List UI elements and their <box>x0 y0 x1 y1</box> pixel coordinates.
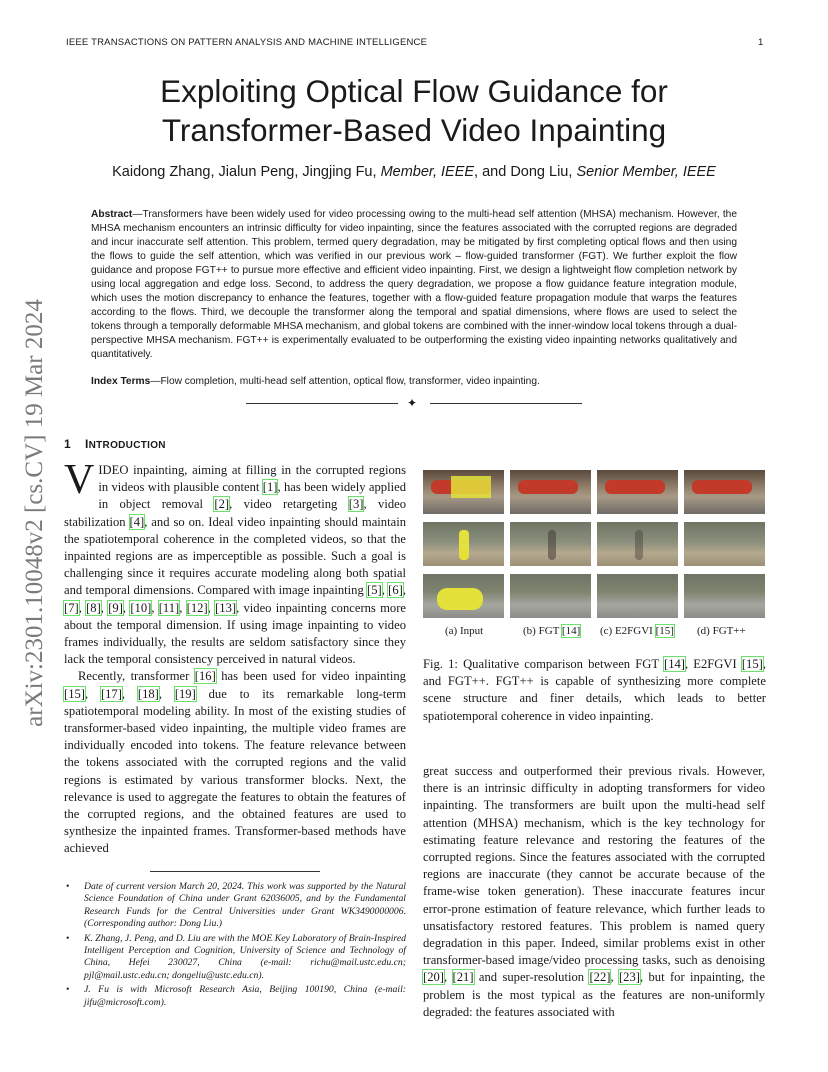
citation-link[interactable]: [14] <box>561 625 581 637</box>
citation-link[interactable]: [21] <box>452 970 474 985</box>
thumb-fgt-row3 <box>510 574 591 618</box>
thumb-input-row1 <box>423 470 504 514</box>
arxiv-id: arXiv:2301.10048v2 [cs.CV] 19 Mar 2024 <box>21 299 48 727</box>
drop-cap: V <box>64 457 95 503</box>
citation-link[interactable]: [14] <box>664 657 685 671</box>
citation-link[interactable]: [15] <box>64 686 85 701</box>
mask-overlay <box>451 476 491 498</box>
thumb-fgt-row2 <box>510 522 591 566</box>
arxiv-stamp <box>23 283 47 743</box>
citation-link[interactable]: [22] <box>589 970 611 985</box>
footnote-item: • Date of current version March 20, 2024. This work was supported by the Natural Science Foundation of China under Grant 62036005, and by the Fundamental Research Funds for the Central Universities under Grant WK3490000006. (Corresponding author: Dong Liu.) <box>66 881 406 931</box>
mask-overlay <box>437 588 483 610</box>
intro-paragraph-1: VIDEO inpainting, aiming at filling in the corrupted regions in videos with plausible content [1], has been widely applied in object removal [2], video retargeting [3], video stabilization [4], and so on. Ideal video inpainting should maintain the spatiotemporal coherence in the completed videos, so that the inpainted regions are as imperceptible as possible. Such a goal is challenging since it requires accurate modeling along both spatial and temporal dimensions. Compared with image inpainting [5], [6], [7], [8], [9], [10], [11], [12], [13], video inpainting concerns more about the temporal dimension. If using image inpainting to video frames individually, the results are seldom satisfactory since they lack the temporal consistency perceived in natural videos. <box>64 457 407 667</box>
journal-header: IEEE TRANSACTIONS ON PATTERN ANALYSIS AND MACHINE INTELLIGENCE <box>66 37 428 48</box>
intro-right-column <box>423 763 765 1021</box>
abstract-text: —Transformers have been widely used for video processing owing to the multi-head self attention (MHSA) mechanism. However, the MHSA mechanism encounters an intrinsic difficulty for video inpainting, since the features associated with the corrupted regions are degraded and incur inaccurate self attention. This problem, termed query degradation, may be mitigated by first completing optical flows and then using the flows to guide the self attention, which was verified in our previous work – flow-guided transformer (FGT). We further exploit the flow guidance and propose FGT++ to pursue more effective and efficient video inpainting. First, we design a lightweight flow completion network by using local aggregation and edge loss. Second, to address the query degradation, we propose a flow guidance feature integration module, which uses the motion discrepancy to enhance the features, together with a flow-guided feature propagation module that warps the features according to the flows. Third, we decouple the transformer along the temporal and spatial dimensions, where flows are used to select the tokens through a temporally deformable MHSA mechanism, and global tokens are combined with the inner-window local tokens through a dual-perspective MHSA mechanism. FGT++ is experimentally evaluated to be outperforming the existing video inpainting networks qualitatively and quantitatively. <box>91 209 737 360</box>
footnote-item: • J. Fu is with Microsoft Research Asia, Beijing 100190, China (e-mail: jifu@microsoft.com). <box>66 984 406 1009</box>
thumb-e2fgvi-row2 <box>597 522 678 566</box>
citation-link[interactable]: [1] <box>262 480 278 495</box>
abstract-label: Abstract <box>91 209 133 220</box>
section-number: 1 <box>64 437 71 451</box>
lead-word: IDEO <box>98 463 129 477</box>
page-number: 1 <box>758 37 764 48</box>
paper-title <box>60 72 768 150</box>
divider-right <box>430 403 582 404</box>
citation-link[interactable]: [19] <box>174 686 196 701</box>
citation-link[interactable]: [5] <box>367 583 382 598</box>
section-title-initial: I <box>84 437 89 451</box>
authors-part-1: Kaidong Zhang, Jialun Peng, Jingjing Fu, <box>112 164 381 180</box>
thumb-input-row2 <box>423 522 504 566</box>
citation-link[interactable]: [12] <box>186 600 208 615</box>
footnote-rule <box>150 871 320 872</box>
citation-link[interactable]: [10] <box>130 600 152 615</box>
thumb-input-row3 <box>423 574 504 618</box>
thumb-e2fgvi-row1 <box>597 470 678 514</box>
citation-link[interactable]: [4] <box>129 514 145 529</box>
citation-link[interactable]: [15] <box>655 625 674 637</box>
footnote-item: • K. Zhang, J. Peng, and D. Liu are with the MOE Key Laboratory of Brain-Inspired Intelligent Perception and Cognition, University of Science and Technology of China, Hefei 230027, China (e-mail: richu@mail.ustc.edu.cn; pjl@mail.ustc.edu.cn; dongeliu@ustc.edu.cn). <box>66 933 406 983</box>
subcaption-fgtpp: (d) FGT++ <box>697 625 746 637</box>
citation-link[interactable]: [17] <box>100 686 122 701</box>
thumb-fgtpp-row3 <box>684 574 765 618</box>
authors-role-2: Senior Member, IEEE <box>576 164 716 180</box>
section-heading <box>64 437 166 451</box>
intro-left-column <box>64 457 407 858</box>
citation-link[interactable]: [9] <box>108 600 123 615</box>
citation-link[interactable]: [2] <box>214 497 230 512</box>
footnotes <box>66 881 406 1011</box>
authors-role-1: Member, IEEE <box>380 164 475 180</box>
citation-link[interactable]: [11] <box>158 600 180 615</box>
subcaption-e2fgvi: (c) E2FGVI [15] <box>600 625 674 637</box>
subcaption-fgt: (b) FGT [14] <box>523 625 581 637</box>
index-terms <box>91 376 737 387</box>
section-title-rest: NTRODUCTION <box>88 440 166 451</box>
figure-1-grid <box>423 470 766 610</box>
thumb-fgtpp-row2 <box>684 522 765 566</box>
citation-link[interactable]: [8] <box>86 600 101 615</box>
citation-link[interactable]: [18] <box>137 686 159 701</box>
citation-link[interactable]: [7] <box>64 600 79 615</box>
citation-link[interactable]: [3] <box>348 497 364 512</box>
thumb-e2fgvi-row3 <box>597 574 678 618</box>
intro-paragraph-3: great success and outperformed their previous rivals. However, there is an intrinsic difficulty in adopting transformers for video inpainting. The transformers are built upon the multi-head self attention (MHSA) mechanism, which is the key technology for estimating feature relevance and restoring the features of the corrupted regions. Since the features associated with the corrupted regions are inaccurate (they cannot be accurate because of the frame-wise token generation). These inaccurate features incur error-prone estimation of feature relevance, which further leads to unsatisfactory restored features. This problem is named query degradation in this paper. Indeed, similar problems exist in other transformer-based image/video processing tasks, such as denoising [20], [21] and super-resolution [22], [23], but for inpainting, the problem is the most typical as the features are non-uniformly degraded: the features associated with <box>423 764 766 1019</box>
citation-link[interactable]: [23] <box>618 970 640 985</box>
figure-1-caption: Fig. 1: Qualitative comparison between FGT [14], E2FGVI [15], and FGT++. FGT++ is capable of synthesizing more complete scene structure and finer details, which leads to better spatiotemporal coherence in video inpainting. <box>423 657 766 723</box>
author-list <box>60 164 768 180</box>
divider-left <box>246 403 398 404</box>
index-terms-label: Index Terms <box>91 376 151 387</box>
citation-link[interactable]: [20] <box>423 970 444 985</box>
divider-diamond: ✦ <box>407 396 418 410</box>
thumb-fgtpp-row1 <box>684 470 765 514</box>
citation-link[interactable]: [15] <box>741 657 763 671</box>
thumb-fgt-row1 <box>510 470 591 514</box>
citation-link[interactable]: [13] <box>215 600 237 615</box>
citation-link[interactable]: [6] <box>388 583 403 598</box>
mask-overlay <box>459 530 469 560</box>
title-line-1: Exploiting Optical Flow Guidance for <box>160 73 668 109</box>
abstract <box>91 208 737 362</box>
subcaption-input: (a) Input <box>445 625 484 637</box>
index-terms-text: —Flow completion, multi-head self attention, optical flow, transformer, video inpainting. <box>150 376 540 387</box>
authors-part-2: , and Dong Liu, <box>474 164 577 180</box>
citation-link[interactable]: [16] <box>194 669 216 684</box>
title-line-2: Transformer-Based Video Inpainting <box>161 112 667 148</box>
intro-paragraph-2: Recently, transformer [16] has been used for video inpainting [15], [17], [18], [19] due to its remarkable long-term spatiotemporal modeling ability. In most of the existing studies of transformer-based video inpainting, the multiple video frames are individually encoded into tokens. The feature relevance between the tokens associated with the corrupted regions and the valid regions is estimated by various transformer blocks. Next, the relevance is used to aggregate the features to obtain the features of the corrupted regions, and the obtained features are used to synthesize the inpainted frames. Transformer-based methods have achieved <box>64 669 406 856</box>
